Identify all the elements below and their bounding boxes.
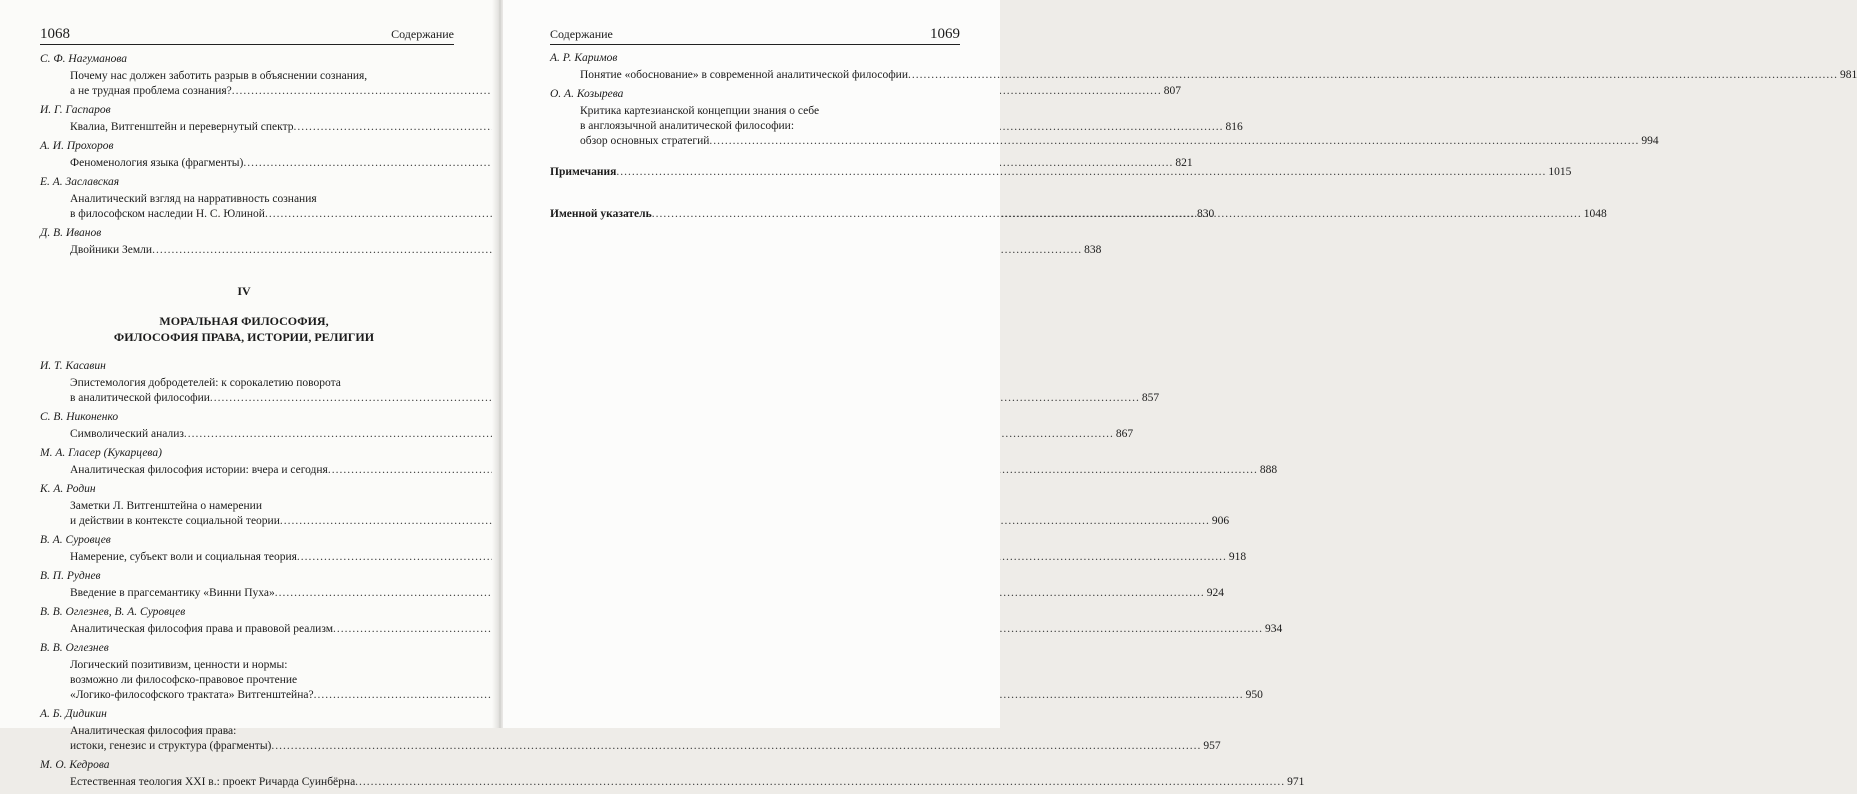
toc-author: А. Б. Дидикин (40, 708, 107, 720)
toc-title-row (70, 463, 1278, 478)
toc-entry (40, 758, 1305, 790)
toc-entry (40, 410, 1134, 442)
toc-author: К. А. Родин (40, 483, 96, 495)
toc-page-number: 807 (1163, 85, 1182, 97)
toc-author: И. Т. Касавин (40, 360, 106, 372)
toc-page-number: 888 (1259, 464, 1278, 476)
toc-page-number: 957 (1203, 740, 1221, 752)
toc-entry (550, 51, 1857, 83)
toc-page-number: 816 (1225, 121, 1243, 133)
toc-title-line: Заметки Л. Витгенштейна о намерении (70, 500, 262, 512)
toc-page-number: 838 (1084, 244, 1102, 256)
toc-title-line: Критика картезианской концепции знания о себе (580, 105, 820, 117)
toc-item[interactable] (40, 622, 1283, 637)
toc-title-line: Феноменология языка (фрагменты) (70, 157, 244, 169)
leader-dots (709, 134, 1639, 149)
right-page-number: 1069 (930, 26, 960, 42)
toc-author: Е. А. Заславская (40, 176, 120, 188)
toc-title-row (70, 550, 1247, 565)
toc-author: И. Г. Гаспаров (40, 104, 111, 116)
toc-title-line: а не трудная проблема сознания? (70, 85, 232, 97)
left-header-title: Содержание (391, 27, 454, 41)
toc-author: В. А. Суровцев (40, 534, 111, 546)
toc-title-row (70, 586, 1224, 601)
toc-title-row (70, 739, 1221, 754)
toc-title-line: Аналитическая философия права: (70, 725, 237, 737)
toc-notes-label: Примечания (550, 166, 617, 178)
toc-page-number: 867 (1115, 428, 1134, 440)
toc-title-line: Символический анализ (70, 428, 184, 440)
toc-item[interactable] (40, 243, 1102, 258)
toc-author: В. В. Оглезнев, В. А. Суровцев (40, 606, 186, 618)
toc-page-number: 906 (1211, 515, 1230, 527)
toc-page-number: 918 (1228, 551, 1247, 563)
toc-title-row (70, 391, 1160, 406)
toc-item[interactable] (40, 463, 1278, 478)
toc-page-number: 981 (1839, 69, 1857, 81)
left-page-number: 1068 (40, 26, 70, 42)
toc-item[interactable] (40, 658, 1263, 703)
right-header-title: Содержание (550, 27, 613, 41)
toc-author: А. Р. Каримов (550, 52, 618, 64)
leader-dots (652, 207, 1582, 222)
toc-title-line: Почему нас должен заботить разрыв в объяснении сознания, (70, 70, 368, 82)
toc-title-line: Понятие «обоснование» в современной аналитической философии (580, 69, 908, 81)
toc-title-line: Аналитическая философия истории: вчера и сегодня (70, 464, 328, 476)
toc-author: В. П. Руднев (40, 570, 101, 582)
toc-title-line: Введение в прагсемантику «Винни Пуха» (70, 587, 275, 599)
toc-title-row (580, 68, 1857, 83)
toc-title-row (70, 243, 1102, 258)
toc-item[interactable] (40, 376, 1160, 406)
toc-item[interactable] (550, 68, 1857, 83)
toc-author: Д. В. Иванов (40, 227, 102, 239)
toc-title-row (70, 156, 1193, 171)
toc-author: А. И. Прохоров (40, 140, 114, 152)
toc-page-number: 950 (1245, 689, 1263, 701)
section-title-line: ФИЛОСОФИЯ ПРАВА, ИСТОРИИ, РЕЛИГИИ (113, 330, 375, 344)
toc-item[interactable] (40, 550, 1247, 565)
toc-page-number: 971 (1287, 776, 1305, 788)
toc-author: С. В. Никоненко (40, 411, 119, 423)
toc-entry (40, 359, 1160, 406)
toc-title-row (70, 514, 1230, 529)
toc-title-line: в аналитической философии (70, 392, 210, 404)
toc-title-line: Намерение, субъект воли и социальная теория (70, 551, 297, 563)
toc-title-line: Эпистемология добродетелей: к сорокалетию поворота (70, 377, 341, 389)
toc-notes-page: 1015 (1548, 166, 1572, 178)
toc-entry (40, 533, 1247, 565)
toc-title-row (70, 775, 1305, 790)
toc-item[interactable] (40, 586, 1224, 601)
left-running-head (40, 22, 454, 45)
toc-title-line: Логический позитивизм, ценности и нормы: (70, 659, 288, 671)
section-title-line: МОРАЛЬНАЯ ФИЛОСОФИЯ, (159, 314, 329, 328)
toc-title-line: Естественная теология XXI в.: проект Ричарда Суинбёрна (70, 776, 356, 788)
toc-title-line: истоки, генезис и структура (фрагменты) (70, 740, 272, 752)
section-title (40, 313, 448, 345)
leader-dots (616, 165, 1546, 180)
right-running-head (550, 22, 960, 45)
toc-title-line: «Логико-философского трактата» Витгенштейна? (70, 689, 314, 701)
toc-title-line: и действии в контексте социальной теории (70, 515, 280, 527)
leader-dots (908, 68, 1838, 83)
toc-title-line: обзор основных стратегий (580, 135, 710, 147)
toc-page-number: 934 (1265, 623, 1283, 635)
toc-author: М. А. Гласер (Кукарцева) (40, 447, 162, 459)
toc-index-label: Именной указатель (550, 208, 652, 220)
toc-title-line: Квалиа, Витгенштейн и перевернутый спектр (70, 121, 294, 133)
toc-item[interactable] (40, 156, 1193, 171)
toc-title-row (580, 134, 1659, 149)
toc-title-line: Аналитическая философия права и правовой реализм (70, 623, 333, 635)
toc-page-number: 924 (1206, 587, 1224, 599)
toc-entry (40, 641, 1263, 703)
toc-entry (40, 605, 1283, 637)
toc-author: М. О. Кедрова (40, 759, 110, 771)
toc-item[interactable] (40, 724, 1221, 754)
toc-entry (40, 707, 1221, 754)
toc-title-row (70, 622, 1283, 637)
toc-entry (40, 446, 1278, 478)
toc-entry (40, 226, 1102, 258)
toc-title-row (70, 427, 1134, 442)
toc-title-line: возможно ли философско-правовое прочтение (70, 674, 298, 686)
toc-page-number: 994 (1641, 135, 1659, 147)
toc-group-moral-philosophy (40, 359, 1305, 790)
toc-title-line: в англоязычной аналитической философии: (580, 120, 795, 132)
toc-item[interactable] (40, 427, 1134, 442)
toc-title-row (70, 688, 1263, 703)
toc-title-line: в философском наследии Н. С. Юлиной (70, 208, 265, 220)
section-number: IV (237, 284, 251, 298)
toc-item[interactable] (40, 775, 1305, 790)
toc-page-number: 857 (1141, 392, 1160, 404)
leader-dots (355, 775, 1285, 790)
toc-author: В. В. Оглезнев (40, 642, 109, 654)
toc-author: О. А. Козырева (550, 88, 624, 100)
toc-entry (40, 482, 1230, 529)
toc-title-line: Аналитический взгляд на нарративность сознания (70, 193, 317, 205)
toc-title-line: Двойники Земли (70, 244, 153, 256)
toc-item[interactable] (40, 499, 1230, 529)
toc-page-number: 821 (1175, 157, 1193, 169)
leader-dots (271, 739, 1201, 754)
toc-entry (40, 569, 1224, 601)
toc-author: С. Ф. Нагуманова (40, 53, 127, 65)
toc-page-number: 830 (1196, 208, 1215, 220)
toc-notes[interactable] (550, 165, 1572, 180)
toc-index-page: 1048 (1583, 208, 1607, 220)
